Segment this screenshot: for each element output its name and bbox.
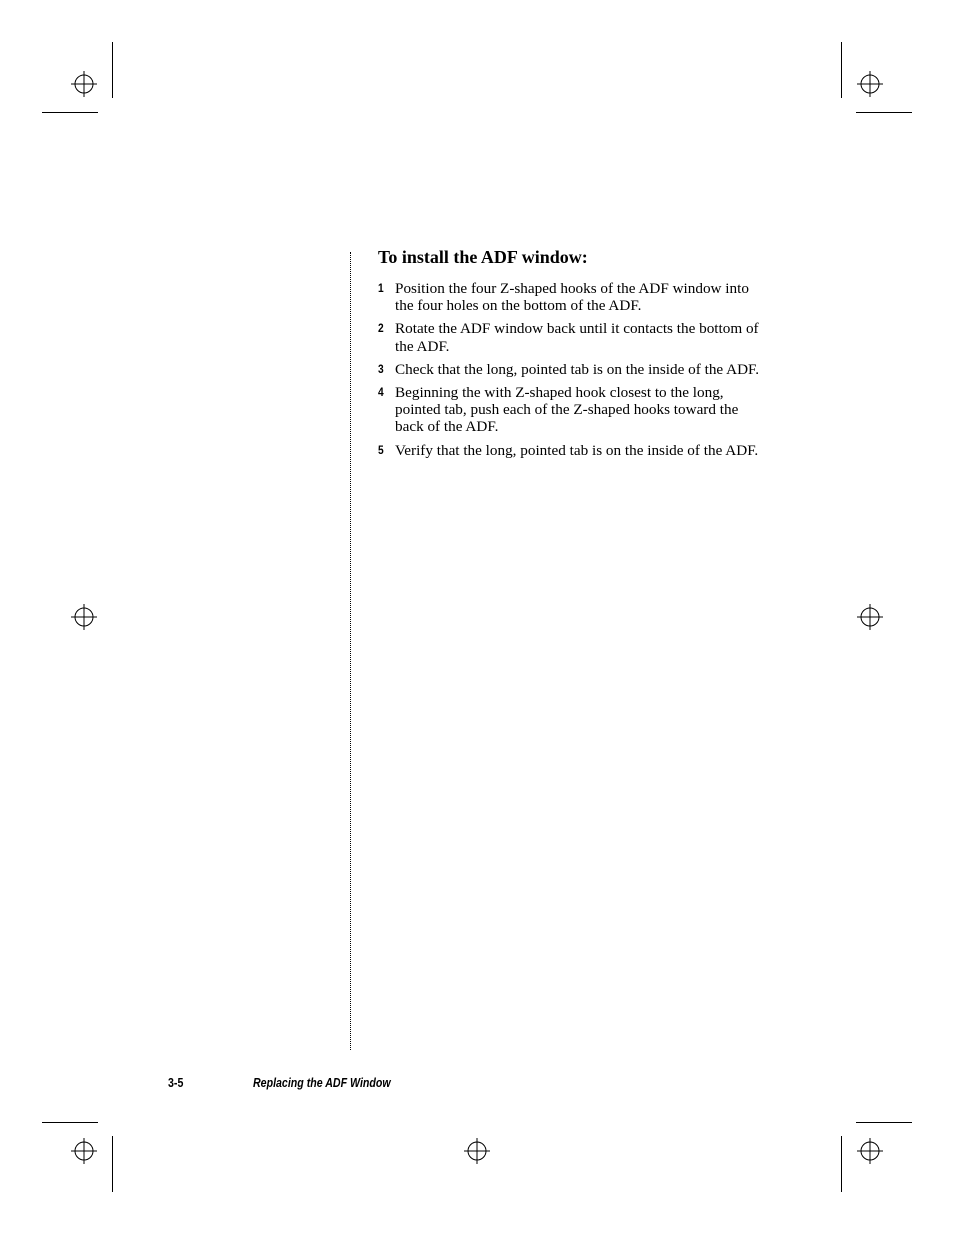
list-item [378, 384, 763, 436]
registration-mark-icon [464, 1138, 490, 1164]
crop-mark-top-left-vertical [112, 42, 113, 98]
registration-mark-icon [71, 1138, 97, 1164]
crop-mark-top-right-horizontal [856, 112, 912, 113]
step-number: 2 [378, 321, 384, 336]
crop-mark-bottom-right-vertical [841, 1136, 842, 1192]
registration-mark-icon [71, 604, 97, 630]
step-text: Verify that the long, pointed tab is on the inside of the ADF. [395, 441, 759, 459]
step-number: 3 [378, 361, 384, 376]
list-item [378, 442, 763, 459]
crop-mark-bottom-left-horizontal [42, 1122, 98, 1123]
running-footer-title: Replacing the ADF Window [253, 1076, 391, 1090]
crop-mark-top-right-vertical [841, 42, 842, 98]
list-item [378, 320, 763, 354]
page-number: 3-5 [168, 1076, 184, 1090]
step-number: 4 [378, 385, 384, 400]
steps-list [378, 280, 763, 465]
crop-mark-bottom-right-horizontal [856, 1122, 912, 1123]
registration-mark-icon [857, 604, 883, 630]
crop-mark-top-left-horizontal [42, 112, 98, 113]
step-text: Check that the long, pointed tab is on the inside of the ADF. [395, 360, 760, 378]
step-text: Position the four Z-shaped hooks of the ADF window into the four holes on the bottom of the ADF. [395, 280, 749, 315]
step-number: 5 [378, 442, 384, 457]
step-text: Beginning the with Z-shaped hook closest to the long, pointed tab, push each of the Z-shaped hooks toward the back of the ADF. [395, 384, 739, 436]
step-text: Rotate the ADF window back until it contacts the bottom of the ADF. [395, 320, 759, 355]
registration-mark-icon [857, 71, 883, 97]
section-heading: To install the ADF window: [378, 247, 588, 267]
step-number: 1 [378, 281, 384, 295]
registration-mark-icon [71, 71, 97, 97]
list-item [378, 361, 763, 378]
list-item [378, 280, 763, 314]
registration-mark-icon [857, 1138, 883, 1164]
column-divider [350, 252, 351, 1050]
crop-mark-bottom-left-vertical [112, 1136, 113, 1192]
